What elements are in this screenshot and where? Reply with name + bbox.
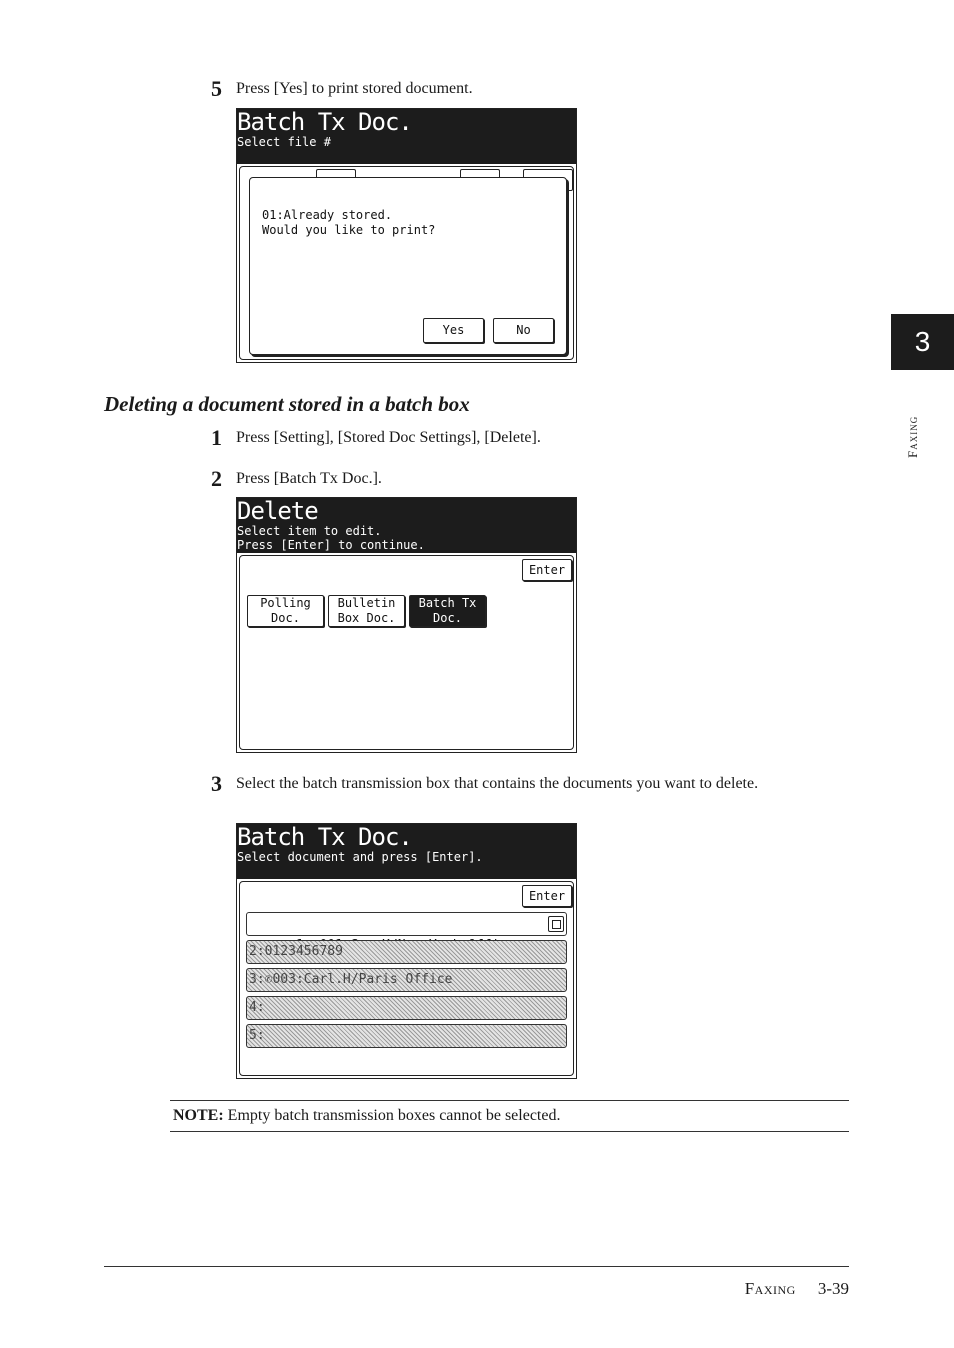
document-icon [548, 916, 564, 932]
lcd-body [239, 555, 574, 750]
section-title: Deleting a document stored in a batch box [104, 392, 470, 416]
lcd-subtitle: Press [Enter] to continue. [237, 538, 425, 552]
list-item [246, 968, 567, 992]
note-text: Empty batch transmission boxes cannot be selected. [223, 1107, 561, 1124]
footer-rule [104, 1266, 849, 1267]
step-number: 5 [211, 76, 222, 101]
enter-button[interactable]: Enter [522, 559, 572, 581]
lcd-title: Batch Tx Doc. [237, 108, 412, 136]
no-button[interactable]: No [493, 318, 554, 343]
list-item[interactable] [246, 912, 567, 936]
step-number: 2 [211, 466, 222, 491]
lcd-screen-delete [236, 497, 577, 753]
polling-doc-button[interactable]: Polling Doc. [247, 595, 324, 627]
lcd-body [239, 166, 574, 360]
step-number: 1 [211, 425, 222, 450]
lcd-header [237, 498, 576, 553]
step-number: 3 [211, 771, 222, 796]
dialog-message-line1: 01:Already stored. [262, 208, 393, 222]
list-item [246, 996, 567, 1020]
lcd-body [239, 881, 574, 1076]
yes-button[interactable]: Yes [423, 318, 484, 343]
list-item-label: 5: [249, 1028, 265, 1043]
step-text: Select the batch transmission box that contains the documents you want to delete. [236, 775, 759, 792]
lcd-subtitle: Select document and press [Enter]. [237, 850, 483, 864]
lcd-title: Batch Tx Doc. [237, 823, 412, 851]
lcd-screen-batch-tx-select [236, 823, 577, 1079]
list-item-label: 4: [249, 1000, 265, 1015]
step-text: Press [Setting], [Stored Doc Settings], [Delete]. [236, 429, 541, 446]
page-number: 3-39 [817, 1279, 849, 1298]
confirm-dialog [249, 177, 567, 355]
bulletin-box-doc-button[interactable]: Bulletin Box Doc. [328, 595, 405, 627]
note-label: NOTE: [173, 1107, 224, 1124]
dialog-message-line2: Would you like to print? [262, 223, 436, 237]
note [173, 1105, 560, 1126]
enter-button[interactable]: Enter [522, 885, 572, 907]
list-item-label: 3:✆003:Carl.H/Paris Office [249, 972, 453, 987]
list-item [246, 940, 567, 964]
note-top-rule [170, 1100, 849, 1101]
step-text: Press [Batch Tx Doc.]. [236, 470, 382, 487]
lcd-subtitle: Select file # [237, 135, 331, 149]
footer [745, 1279, 849, 1299]
lcd-title: Delete [237, 497, 318, 525]
lcd-subtitle: Select item to edit. [237, 524, 382, 538]
lcd-header [237, 824, 576, 879]
batch-tx-doc-button[interactable]: Batch Tx Doc. [409, 595, 486, 627]
list-item [246, 1024, 567, 1048]
step-text: Press [Yes] to print stored document. [236, 80, 473, 97]
lcd-header [237, 109, 576, 164]
chapter-label: Faxing [905, 415, 920, 458]
lcd-screen-batch-tx [236, 108, 577, 363]
chapter-tab: 3 [891, 314, 954, 370]
list-item-label: 2:0123456789 [249, 944, 343, 959]
footer-section: Faxing [744, 1279, 796, 1298]
note-bottom-rule [170, 1131, 849, 1132]
